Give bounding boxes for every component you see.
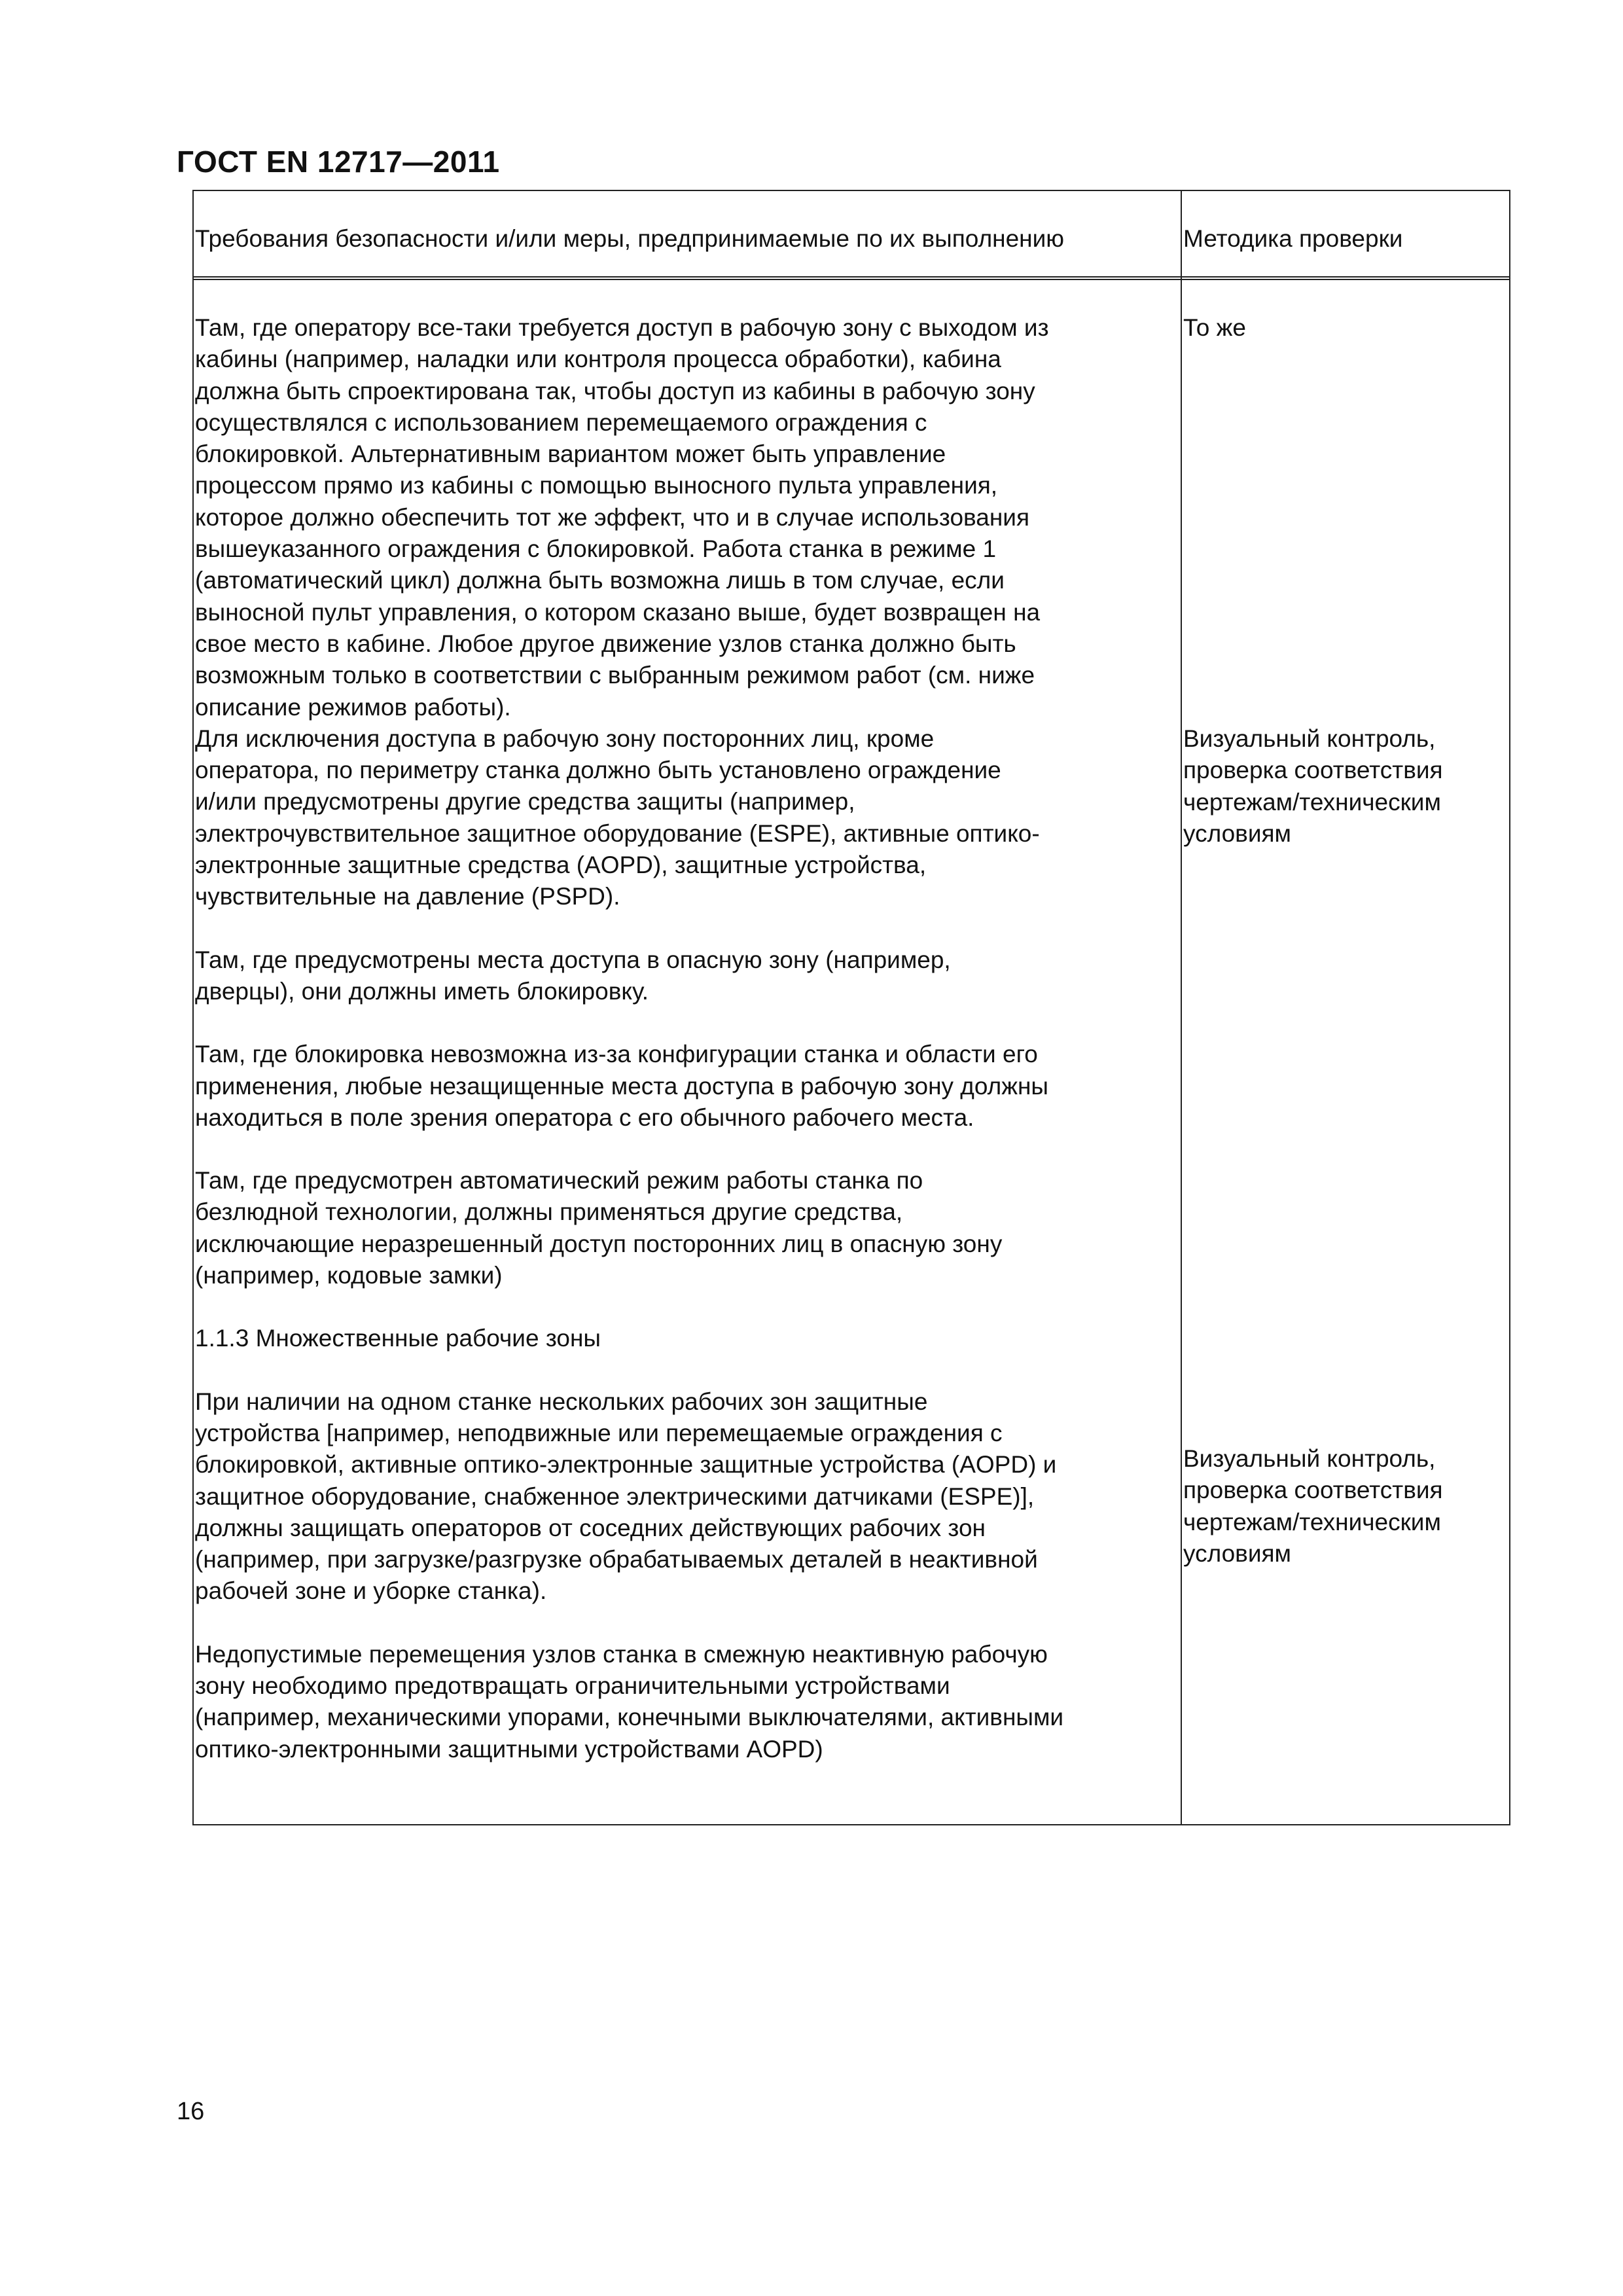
requirements-table: [192, 190, 1510, 1825]
requirement-paragraph: Недопустимые перемещения узлов станка в смежную неактивную рабочую зону необходимо предотвращать ограничительными устройствами (например, механическими упорами, конечными выключателями, активными оптико-электронными защитными устройствами AOPD): [195, 1640, 1064, 1763]
requirements-column: [195, 312, 1179, 1765]
column-header-method: Методика проверки: [1183, 225, 1403, 252]
page-number: 16: [177, 2098, 205, 2125]
column-divider: [1181, 191, 1182, 1824]
requirement-paragraph: Там, где оператору все-таки требуется доступ в рабочую зону с выходом из кабины (например, наладки или контроля процесса обработки), кабина должна быть спроектирована так, чтобы доступ из кабины в рабочую зону осуществлялся с использованием перемещаемого ограждения с блокировкой. Альтернативным вариантом может быть управление процессом прямо из кабины с помощью выносного пульта управления, которое должно обеспечить тот же эффект, что и в случае использования вышеуказанного ограждения с блокировкой. Работа станка в режиме 1 (автоматический цикл) должна быть возможна лишь в том случае, если выносной пульт управления, о котором сказано выше, будет возвращен на свое место в кабине. Любое другое движение узлов станка должно быть возможным только в соответствии с выбранным режимом работ (см. ниже описание режимов работы).: [195, 314, 1049, 721]
method-same: То же: [1183, 314, 1246, 341]
requirement-paragraph: Для исключения доступа в рабочую зону посторонних лиц, кроме оператора, по периметру станка должно быть установлено ограждение и/или предусмотрены другие средства защиты (например, электрочувствительное защитное оборудование (ESPE), активные оптико- электронные защитные средства (AOPD), защитные устройства, чувствительные на давление (PSPD).: [195, 725, 1040, 910]
table-header-row: [194, 191, 1509, 280]
requirement-paragraph: Там, где предусмотрен автоматический режим работы станка по безлюдной технологии, должны применяться другие средства, исключающие неразрешенный доступ посторонних лиц в опасную зону (например, кодовые замки): [195, 1167, 1003, 1289]
requirement-paragraph: При наличии на одном станке нескольких рабочих зон защитные устройства [например, неподвижные или перемещаемые ограждения с блокировкой, активные оптико-электронные защитные устройства (AOPD) и защитное оборудование, снабженное электрическими датчиками (ESPE)], должны защищать операторов от соседних действующих рабочих зон (например, при загрузке/разгрузке обрабатываемых деталей в неактивной рабочей зоне и уборке станка).: [195, 1388, 1057, 1605]
method-visual-check: Визуальный контроль, проверка соответствия чертежам/техническим условиям: [1183, 725, 1443, 847]
document-title: ГОСТ EN 12717—2011: [177, 145, 500, 179]
requirement-paragraph: Там, где предусмотрены места доступа в опасную зону (например, дверцы), они должны иметь блокировку.: [195, 946, 951, 1005]
method-visual-check: Визуальный контроль, проверка соответствия чертежам/техническим условиям: [1183, 1445, 1443, 1567]
column-header-requirements: Требования безопасности и/или меры, предпринимаемые по их выполнению: [195, 225, 1065, 252]
requirement-paragraph: Там, где блокировка невозможна из-за конфигурации станка и области его применения, любые незащищенные места доступа в рабочую зону должны находиться в поле зрения оператора с его обычного рабочего места.: [195, 1041, 1048, 1131]
section-heading: 1.1.3 Множественные рабочие зоны: [195, 1325, 601, 1352]
